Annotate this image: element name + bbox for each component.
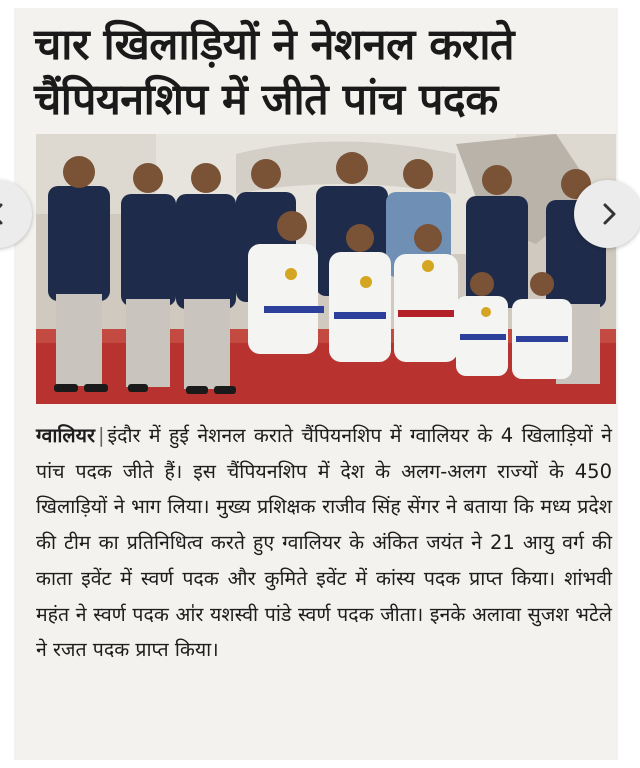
chevron-left-icon xyxy=(0,201,11,227)
dateline: ग्वालियर xyxy=(36,424,95,447)
article-text: इंदौर में हुई नेशनल कराते चैंपियनशिप में ग्वालियर के 4 खिलाड़ियों ने पांच पदक जीते हैं। इस चैंपियनशिप में देश के अलग-अलग राज्यों के 450 खिलाड़ियों ने भाग लिया। मुख्य प्रशिक्षक राजीव सिंह सेंगर ने बताया कि मध्य प्रदेश की टीम का प्रतिनिधित्व करते हुए ग्वालियर के अंकित जयंत ने 21 आयु वर्ग की काता इवेंट में स्वर्ण पदक और कुमिते इवेंट में कांस्य पदक प्राप्त किया। शांभवी महंत ने स्वर्ण पदक आ॑र यशस्वी पांडे स्वर्ण पदक जीता। इनके अलावा सुजश भटेले ने रजत पदक प्राप्त किया। xyxy=(36,424,612,662)
dateline-separator: | xyxy=(97,424,105,447)
next-image-button[interactable] xyxy=(574,180,640,248)
newspaper-clipping xyxy=(14,8,618,760)
article-body xyxy=(36,418,612,668)
headline-line-2: चैंपियनशिप में जीते पांच पदक xyxy=(34,75,498,125)
headline xyxy=(34,18,614,128)
team-photo xyxy=(36,134,616,404)
chevron-right-icon xyxy=(595,201,621,227)
team-photo-illustration xyxy=(36,134,616,404)
headline-line-1: चार खिलाड़ियों ने नेशनल कराते xyxy=(34,20,514,70)
